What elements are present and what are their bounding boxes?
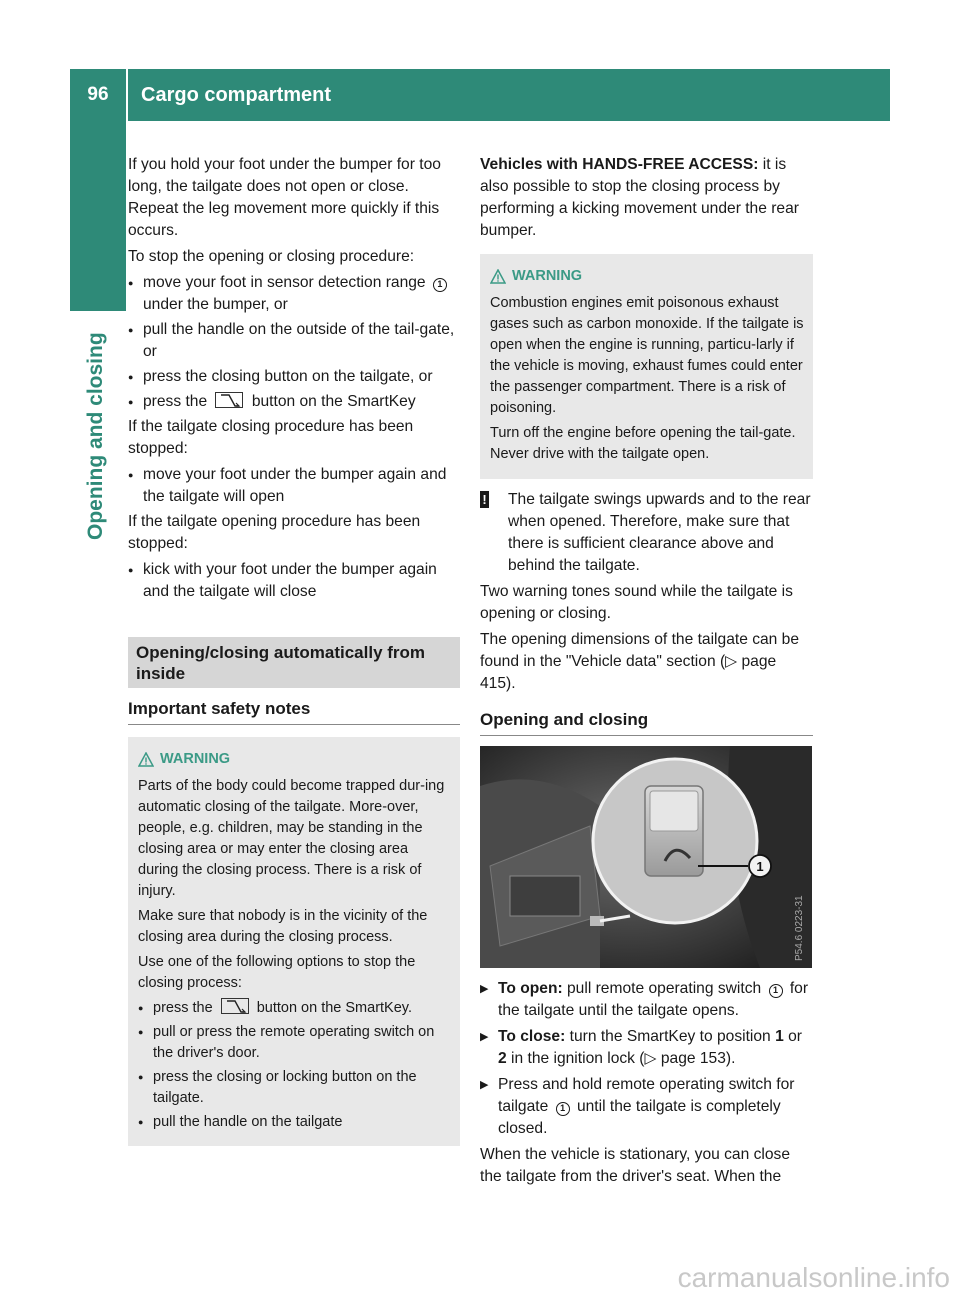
closing-info-paragraph: When the vehicle is stationary, you can close the tailgate from the driver's seat. When the [480,1146,791,1185]
note-paragraph: ! The tailgate swings upwards and to the rear when opened. Therefore, make sure that there is sufficient clearance above and behind the tailgate. [480,489,813,577]
warning-text: Parts of the body could become trapped dur-ing automatic closing of the tailgate. More-over, people, e.g. children, may be standing in the closing area or may enter the closing area during the closing process. There is a risk of injury. [138,778,445,899]
warning-text: Combustion engines emit poisonous exhaust gases such as carbon monoxide. If the tailgate is open when the engine is running, particu-larly if the vehicle is moving, exhaust fumes could enter the passenger compartment. There is a risk of poisoning. [490,295,804,416]
list-item: ● kick with your foot under the bumper again and the tailgate will close [128,559,460,603]
list-item: ● press the closing or locking button on the tailgate. [138,1067,452,1109]
warning-title: WARNING [490,266,805,287]
subsection-heading: Important safety notes [128,688,460,725]
stop-procedure-intro: To stop the opening or closing procedure: [128,248,415,265]
page-ref-arrow-icon: ▷ [725,653,738,670]
warning-icon [138,752,154,768]
closing-stopped-paragraph: If the tailgate closing procedure has been stopped: [128,418,414,457]
door-switch-photo [480,746,812,968]
list-item: ● pull the handle on the tailgate [138,1112,452,1133]
step-item: ▶ Press and hold remote operating switch for tailgate 1 until the tailgate is completely closed. [480,1074,813,1140]
callout-1-label: 1 [756,859,764,874]
footer-watermark: carmanualsonline.info [677,1262,950,1293]
warning-tones-paragraph: Two warning tones sound while the tailgate is opening or closing. [480,583,793,622]
callout-1-icon: 1 [556,1102,570,1116]
list-item: ● press the button on the SmartKey. [138,998,452,1019]
door-switch-illustration [480,746,812,968]
warning-text: Turn off the engine before opening the tail-gate. Never drive with the tailgate open. [490,425,796,462]
photo-reference-code: P54.6 0223-31 [794,895,805,961]
callout-1-icon: 1 [769,984,783,998]
warning-text: Use one of the following options to stop the closing process: [138,954,416,991]
sidebar-accent-block [70,121,126,311]
page-number: 96 [87,84,109,105]
warning-icon [490,269,506,285]
warning-title: WARNING [138,749,452,770]
page-ref-arrow-icon: ▷ [644,1050,657,1067]
tailgate-key-icon [221,998,249,1014]
dimensions-paragraph: The opening dimensions of the tailgate can be found in the "Vehicle data" section (▷ page 415). [480,631,800,692]
list-item: ● pull or press the remote operating switch on the driver's door. [138,1022,452,1064]
list-item: ● pull the handle on the outside of the tail-gate, or [128,319,460,363]
step-item: ▶ To open: pull remote operating switch 1 for the tailgate until the tailgate opens. [480,978,813,1022]
exclamation-icon: ! [480,491,489,508]
tailgate-key-icon [215,392,243,408]
warning-box [128,737,460,1146]
hands-free-paragraph: Vehicles with HANDS-FREE ACCESS: it is also possible to stop the closing process by performing a kicking movement under the rear bumper. [480,156,799,239]
header-divider [126,69,128,121]
warning-text: Make sure that nobody is in the vicinity of the closing area during the closing process. [138,908,428,945]
left-column [128,154,460,1156]
section-heading: Opening/closing automatically from inside [128,637,460,688]
callout-1-icon: 1 [433,278,447,292]
subsection-heading: Opening and closing [480,699,813,736]
step-item: ▶ To close: turn the SmartKey to position 1 or 2 in the ignition lock (▷ page 153). [480,1026,813,1070]
warning-box [480,254,813,479]
opening-stopped-paragraph: If the tailgate opening procedure has been stopped: [128,513,421,552]
list-item: ● press the button on the SmartKey [128,391,460,413]
page-title: Cargo compartment [141,83,332,106]
intro-paragraph: If you hold your foot under the bumper for too long, the tailgate does not open or close. Repeat the leg movement more quickly if this occurs. [128,156,441,239]
list-item: ● move your foot under the bumper again and the tailgate will open [128,464,460,508]
list-item: ● move your foot in sensor detection range 1 under the bumper, or [128,272,460,316]
right-column [480,154,813,1192]
list-item: ● press the closing button on the tailgate, or [128,366,460,388]
